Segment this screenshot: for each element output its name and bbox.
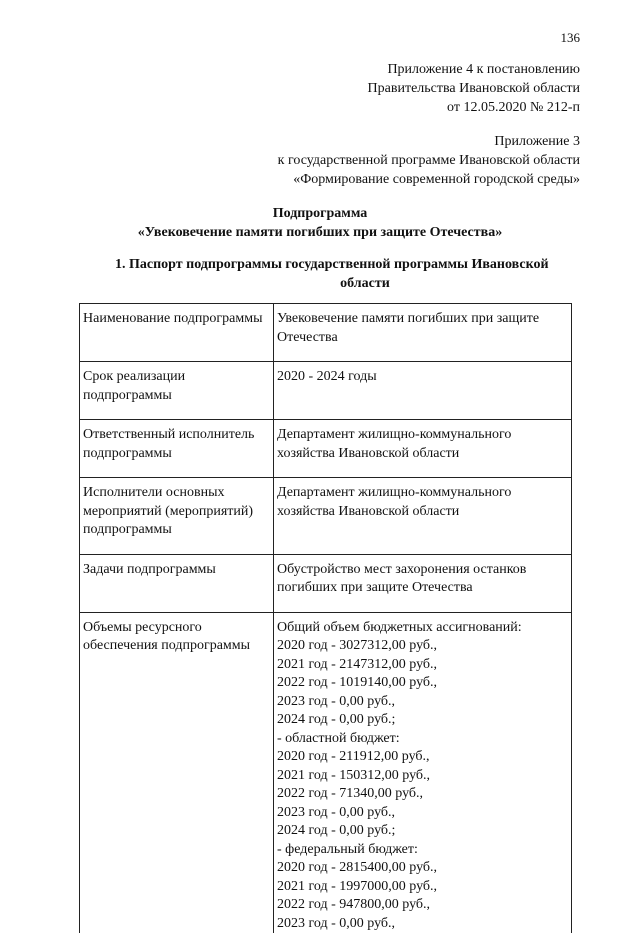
funding-values <box>274 612 572 933</box>
row-value: Увековечение памяти погибших при защите Отечества <box>274 304 572 362</box>
funding-line: Общий объем бюджетных ассигнований: <box>277 619 568 638</box>
table-row-funding <box>80 612 572 933</box>
appendix-4-line: Приложение 4 к постановлению <box>368 60 580 79</box>
appendix-3-header <box>278 132 580 189</box>
row-value: Обустройство мест захоронения останков погибших при защите Отечества <box>274 554 572 612</box>
table-row <box>80 420 572 478</box>
appendix-3-line: к государственной программе Ивановской области <box>278 151 580 170</box>
row-value: 2020 - 2024 годы <box>274 362 572 420</box>
row-label: Наименование подпрограммы <box>80 304 274 362</box>
appendix-4-line: Правительства Ивановской области <box>368 79 580 98</box>
funding-line: 2022 год - 71340,00 руб., <box>277 785 568 804</box>
row-value: Департамент жилищно-коммунального хозяйства Ивановской области <box>274 420 572 478</box>
appendix-4-header <box>368 60 580 117</box>
table-row <box>80 362 572 420</box>
funding-line: 2022 год - 1019140,00 руб., <box>277 674 568 693</box>
funding-line: 2021 год - 1997000,00 руб., <box>277 878 568 897</box>
section-title <box>115 255 585 293</box>
appendix-3-line: Приложение 3 <box>278 132 580 151</box>
funding-line: 2021 год - 150312,00 руб., <box>277 767 568 786</box>
funding-line: - федеральный бюджет: <box>277 841 568 860</box>
passport-table <box>79 303 572 933</box>
row-label: Задачи подпрограммы <box>80 554 274 612</box>
table-row <box>80 304 572 362</box>
appendix-4-line: от 12.05.2020 № 212-п <box>368 98 580 117</box>
funding-line: 2023 год - 0,00 руб., <box>277 693 568 712</box>
table-row <box>80 478 572 555</box>
funding-line: 2020 год - 2815400,00 руб., <box>277 859 568 878</box>
page-number: 136 <box>561 30 581 46</box>
subprogram-name: «Увековечение памяти погибших при защите Отечества» <box>0 223 640 242</box>
row-label: Ответственный исполнитель подпрограммы <box>80 420 274 478</box>
subprogram-heading: Подпрограмма <box>0 204 640 223</box>
row-label: Срок реализации подпрограммы <box>80 362 274 420</box>
section-title-line2: области <box>115 274 585 293</box>
funding-line: 2022 год - 947800,00 руб., <box>277 896 568 915</box>
funding-label: Объемы ресурсного обеспечения подпрограммы <box>80 612 274 933</box>
funding-line: 2020 год - 3027312,00 руб., <box>277 637 568 656</box>
section-title-line1: 1. Паспорт подпрограммы государственной программы Ивановской <box>115 257 549 272</box>
table-row <box>80 554 572 612</box>
appendix-3-line: «Формирование современной городской среды» <box>278 170 580 189</box>
subprogram-title <box>0 204 640 242</box>
funding-line: 2023 год - 0,00 руб., <box>277 804 568 823</box>
funding-line: 2024 год - 0,00 руб.; <box>277 711 568 730</box>
funding-line: 2021 год - 2147312,00 руб., <box>277 656 568 675</box>
row-label: Исполнители основных мероприятий (мероприятий) подпрограммы <box>80 478 274 555</box>
funding-line: - областной бюджет: <box>277 730 568 749</box>
funding-line: 2023 год - 0,00 руб., <box>277 915 568 933</box>
funding-line: 2020 год - 211912,00 руб., <box>277 748 568 767</box>
row-value: Департамент жилищно-коммунального хозяйства Ивановской области <box>274 478 572 555</box>
funding-line: 2024 год - 0,00 руб.; <box>277 822 568 841</box>
